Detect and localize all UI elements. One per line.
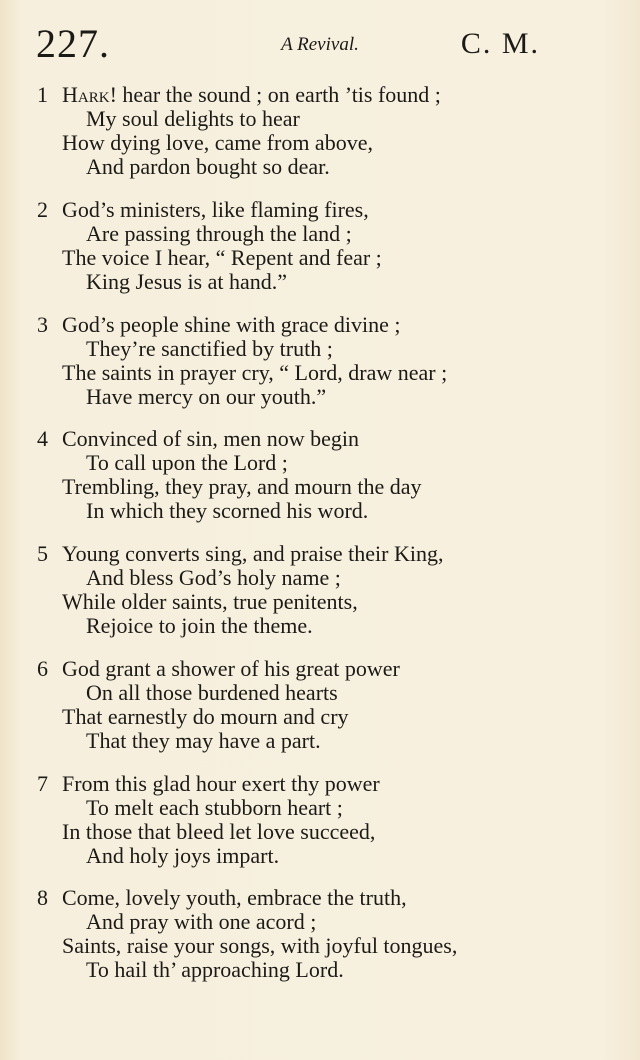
verse-line: My soul delights to hear xyxy=(86,106,300,131)
verse-line: From this glad hour exert thy power xyxy=(62,771,380,796)
verse-number: 3 xyxy=(37,312,48,337)
verse-line: The saints in prayer cry, “ Lord, draw near ; xyxy=(62,360,448,385)
verse-number: 5 xyxy=(37,541,48,566)
first-word: Hark xyxy=(62,82,110,107)
verse-line: How dying love, came from above, xyxy=(62,130,373,155)
page-header xyxy=(0,0,640,80)
verse-line: God’s people shine with grace divine ; xyxy=(62,312,401,337)
verse-line: And pardon bought so dear. xyxy=(86,154,330,179)
verse-number: 2 xyxy=(37,197,48,222)
verse-line: Convinced of sin, men now begin xyxy=(62,426,359,451)
verse-line: Young converts sing, and praise their King, xyxy=(62,541,444,566)
verse-line: In those that bleed let love succeed, xyxy=(62,819,376,844)
verse-line: That earnestly do mourn and cry xyxy=(62,704,349,729)
verse-line: And bless God’s holy name ; xyxy=(86,565,341,590)
verse-line: God’s ministers, like flaming fires, xyxy=(62,197,369,222)
verse-line: God grant a shower of his great power xyxy=(62,656,400,681)
verse-number: 7 xyxy=(37,771,48,796)
verse-line: To call upon the Lord ; xyxy=(86,450,288,475)
hymn-number: 227. xyxy=(36,21,110,66)
verse-line: Saints, raise your songs, with joyful tongues, xyxy=(62,933,458,958)
verse-line: To hail th’ approaching Lord. xyxy=(86,957,344,982)
verse-line: Come, lovely youth, embrace the truth, xyxy=(62,885,407,910)
verse-line: Are passing through the land ; xyxy=(86,221,352,246)
verse-number: 4 xyxy=(37,426,48,451)
verse-line xyxy=(62,83,441,107)
verse-line: While older saints, true penitents, xyxy=(62,589,358,614)
verse-line: To melt each stubborn heart ; xyxy=(86,795,343,820)
hymn-meter: C. M. xyxy=(460,27,540,60)
verse-line: Trembling, they pray, and mourn the day xyxy=(62,474,422,499)
verse-line: King Jesus is at hand.” xyxy=(86,269,288,294)
verse-line: Rejoice to join the theme. xyxy=(86,613,313,638)
verse-number: 8 xyxy=(37,885,48,910)
verse-line: In which they scorned his word. xyxy=(86,498,369,523)
verse-line: That they may have a part. xyxy=(86,728,321,753)
verse-line: And pray with one acord ; xyxy=(86,909,317,934)
verse-line: They’re sanctified by truth ; xyxy=(86,336,333,361)
verse-number: 1 xyxy=(37,82,48,107)
verse-line: And holy joys impart. xyxy=(86,843,280,868)
verse-line: On all those burdened hearts xyxy=(86,680,338,705)
line-text: ! hear the sound ; on earth ’tis found ; xyxy=(109,82,441,107)
verse-number: 6 xyxy=(37,656,48,681)
hymn-title: A Revival. xyxy=(281,34,359,55)
verse-line: Have mercy on our youth.” xyxy=(86,384,327,409)
verse-line: The voice I hear, “ Repent and fear ; xyxy=(62,245,382,270)
